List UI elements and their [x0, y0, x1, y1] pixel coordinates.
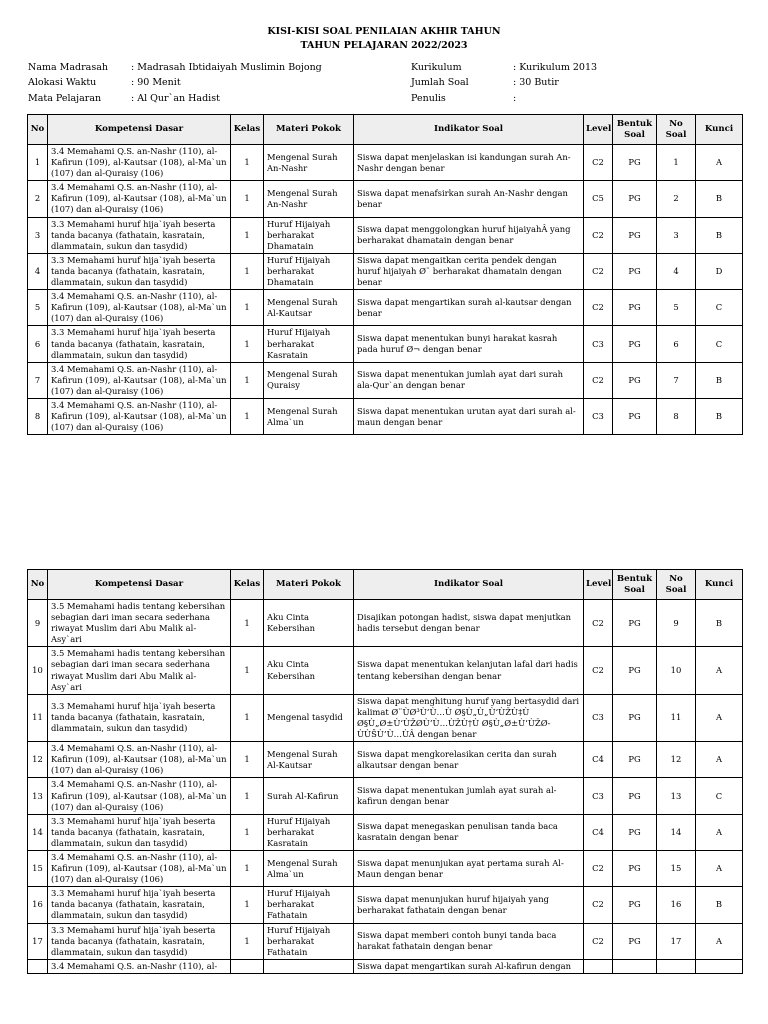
- cell-no-soal: 3: [657, 217, 696, 253]
- info-value-alokasi: : 90 Menit: [131, 77, 181, 88]
- table-row: [28, 923, 743, 959]
- cell-bentuk-soal: PG: [613, 600, 657, 647]
- cell-bentuk-soal: PG: [613, 742, 657, 778]
- table-row: [28, 253, 743, 289]
- table-row: [28, 290, 743, 326]
- table-row: [28, 647, 743, 694]
- cell-kompetensi-dasar: 3.4 Memahami Q.S. an-Nashr (110), al-Kafirun (109), al-Kautsar (108), al-Ma`un (107) dan al-Quraisy (106): [48, 362, 231, 398]
- cell-bentuk-soal: PG: [613, 814, 657, 850]
- cell-kelas: 1: [231, 398, 264, 434]
- cell-materi-pokok: Huruf Hijaiyah berharakat Dhamatain: [264, 253, 354, 289]
- cell-no-soal: 13: [657, 778, 696, 814]
- cell-no: 8: [28, 398, 48, 434]
- table-row: [28, 778, 743, 814]
- cell-kelas: 1: [231, 778, 264, 814]
- cell-kompetensi-dasar: 3.4 Memahami Q.S. an-Nashr (110), al-: [48, 959, 231, 973]
- header-kelas: Kelas: [231, 115, 264, 145]
- cell-indikator-soal: Siswa dapat menunjukan ayat pertama surah Al-Maun dengan benar: [354, 850, 584, 886]
- table-row: [28, 814, 743, 850]
- cell-bentuk-soal: PG: [613, 694, 657, 741]
- cell-bentuk-soal: PG: [613, 647, 657, 694]
- cell-level: C2: [584, 600, 613, 647]
- cell-no: 11: [28, 694, 48, 741]
- cell-indikator-soal: Siswa dapat mengartikan surah al-kautsar dengan benar: [354, 290, 584, 326]
- table-row: [28, 326, 743, 362]
- cell-materi-pokok: Surah Al-Kafirun: [264, 778, 354, 814]
- cell-bentuk-soal: PG: [613, 217, 657, 253]
- cell-kompetensi-dasar: 3.4 Memahami Q.S. an-Nashr (110), al-Kafirun (109), al-Kautsar (108), al-Ma`un (107) dan al-Quraisy (106): [48, 742, 231, 778]
- info-label-alokasi: Alokasi Waktu: [28, 77, 97, 88]
- cell-no-soal: 6: [657, 326, 696, 362]
- cell-indikator-soal: Siswa dapat menggolongkan huruf hijaiyahÂ yang berharakat dhamatain dengan benar: [354, 217, 584, 253]
- info-value-kurikulum: : Kurikulum 2013: [513, 62, 598, 73]
- cell-indikator-soal: Siswa dapat menentukan jumlah ayat dari surah ala-Qur`an dengan benar: [354, 362, 584, 398]
- table-header-row: [28, 115, 743, 145]
- cell-kompetensi-dasar: 3.3 Memahami huruf hija`iyah beserta tanda bacanya (fathatain, kasratain, dlammatain, sukun dan tasydid): [48, 217, 231, 253]
- cell-level: C4: [584, 814, 613, 850]
- cell-kunci: B: [696, 887, 743, 923]
- info-value-jumlah-soal: : 30 Butir: [513, 77, 559, 88]
- cell-indikator-soal: Siswa dapat menunjukan huruf hijaiyah yang berharakat fathatain dengan benar: [354, 887, 584, 923]
- cell-kelas: 1: [231, 217, 264, 253]
- cell-indikator-soal: Siswa dapat menentukan bunyi harakat kasrah pada huruf Ø¬ dengan benar: [354, 326, 584, 362]
- cell-kunci: C: [696, 290, 743, 326]
- cell-indikator-soal: Siswa dapat menentukan kelanjutan lafal dari hadis tentang kebersihan dengan benar: [354, 647, 584, 694]
- cell-materi-pokok: Mengenal Surah An-Nashr: [264, 145, 354, 181]
- cell-kelas: 1: [231, 600, 264, 647]
- cell-kelas: 1: [231, 742, 264, 778]
- table-row: [28, 362, 743, 398]
- cell-level: C2: [584, 887, 613, 923]
- cell-level: C2: [584, 850, 613, 886]
- cell-kunci: B: [696, 217, 743, 253]
- cell-kompetensi-dasar: 3.3 Memahami huruf hija`iyah beserta tanda bacanya (fathatain, kasratain, dlammatain, sukun dan tasydid): [48, 923, 231, 959]
- cell-level: C2: [584, 923, 613, 959]
- cell-materi-pokok: Mengenal Surah Al-Kautsar: [264, 290, 354, 326]
- cell-bentuk-soal: PG: [613, 398, 657, 434]
- cell-bentuk-soal: [613, 959, 657, 973]
- cell-materi-pokok: Mengenal Surah Quraisy: [264, 362, 354, 398]
- header-materi-pokok: Materi Pokok: [264, 570, 354, 600]
- table-row: [28, 742, 743, 778]
- cell-kompetensi-dasar: 3.4 Memahami Q.S. an-Nashr (110), al-Kafirun (109), al-Kautsar (108), al-Ma`un (107) dan al-Quraisy (106): [48, 181, 231, 217]
- cell-no: 7: [28, 362, 48, 398]
- cell-no-soal: [657, 959, 696, 973]
- info-label-madrasah: Nama Madrasah: [28, 62, 109, 73]
- cell-level: C2: [584, 290, 613, 326]
- cell-bentuk-soal: PG: [613, 145, 657, 181]
- cell-kunci: A: [696, 850, 743, 886]
- cell-level: C3: [584, 398, 613, 434]
- cell-level: C5: [584, 181, 613, 217]
- cell-no-soal: 17: [657, 923, 696, 959]
- cell-kelas: 1: [231, 326, 264, 362]
- cell-no: 16: [28, 887, 48, 923]
- cell-kompetensi-dasar: 3.3 Memahami huruf hija`iyah beserta tanda bacanya (fathatain, kasratain, dlammatain, sukun dan tasydid): [48, 814, 231, 850]
- cell-kompetensi-dasar: 3.3 Memahami huruf hija`iyah beserta tanda bacanya (fathatain, kasratain, dlammatain, sukun dan tasydid): [48, 326, 231, 362]
- cell-indikator-soal: Disajikan potongan hadist, siswa dapat menjutkan hadis tersebut dengan benar: [354, 600, 584, 647]
- header-level: Level: [584, 115, 613, 145]
- cell-no-soal: 15: [657, 850, 696, 886]
- cell-indikator-soal: Siswa dapat mengartikan surah Al-kafirun dengan: [354, 959, 584, 973]
- cell-kelas: 1: [231, 362, 264, 398]
- cell-kelas: 1: [231, 850, 264, 886]
- cell-bentuk-soal: PG: [613, 253, 657, 289]
- cell-kelas: 1: [231, 694, 264, 741]
- cell-materi-pokok: Huruf Hijaiyah berharakat Kasratain: [264, 814, 354, 850]
- table-row: [28, 959, 743, 973]
- cell-kompetensi-dasar: 3.4 Memahami Q.S. an-Nashr (110), al-Kafirun (109), al-Kautsar (108), al-Ma`un (107) dan al-Quraisy (106): [48, 398, 231, 434]
- cell-materi-pokok: Mengenal tasydid: [264, 694, 354, 741]
- cell-no-soal: 4: [657, 253, 696, 289]
- cell-kelas: 1: [231, 647, 264, 694]
- cell-no: 12: [28, 742, 48, 778]
- cell-kompetensi-dasar: 3.4 Memahami Q.S. an-Nashr (110), al-Kafirun (109), al-Kautsar (108), al-Ma`un (107) dan al-Quraisy (106): [48, 290, 231, 326]
- cell-bentuk-soal: PG: [613, 850, 657, 886]
- header-bentuk-soal: Bentuk Soal: [613, 570, 657, 600]
- cell-no: [28, 959, 48, 973]
- cell-no-soal: 7: [657, 362, 696, 398]
- cell-level: C2: [584, 145, 613, 181]
- cell-materi-pokok: Huruf Hijaiyah berharakat Fathatain: [264, 923, 354, 959]
- cell-bentuk-soal: PG: [613, 778, 657, 814]
- cell-materi-pokok: Aku Cinta Kebersihan: [264, 600, 354, 647]
- header-kelas: Kelas: [231, 570, 264, 600]
- cell-no-soal: 9: [657, 600, 696, 647]
- kisi-table-page-2: [27, 569, 743, 974]
- info-label-jumlah-soal: Jumlah Soal: [411, 77, 469, 88]
- header-level: Level: [584, 570, 613, 600]
- table-row: [28, 217, 743, 253]
- cell-kunci: A: [696, 647, 743, 694]
- cell-level: C2: [584, 253, 613, 289]
- cell-kompetensi-dasar: 3.3 Memahami huruf hija`iyah beserta tanda bacanya (fathatain, kasratain, dlammatain, sukun dan tasydid): [48, 887, 231, 923]
- cell-bentuk-soal: PG: [613, 326, 657, 362]
- cell-level: C2: [584, 217, 613, 253]
- cell-indikator-soal: Siswa dapat menjelaskan isi kandungan surah An-Nashr dengan benar: [354, 145, 584, 181]
- document-title: KISI-KISI SOAL PENILAIAN AKHIR TAHUN: [267, 26, 501, 37]
- info-label-mapel: Mata Pelajaran: [28, 93, 102, 104]
- cell-no: 14: [28, 814, 48, 850]
- cell-materi-pokok: Mengenal Surah Alma`un: [264, 850, 354, 886]
- cell-level: C2: [584, 362, 613, 398]
- cell-no-soal: 8: [657, 398, 696, 434]
- cell-kompetensi-dasar: 3.3 Memahami huruf hija`iyah beserta tanda bacanya (fathatain, kasratain, dlammatain, sukun dan tasydid): [48, 253, 231, 289]
- cell-kelas: 1: [231, 923, 264, 959]
- cell-kunci: B: [696, 600, 743, 647]
- cell-no: 1: [28, 145, 48, 181]
- cell-kelas: 1: [231, 145, 264, 181]
- cell-level: C2: [584, 647, 613, 694]
- cell-no-soal: 10: [657, 647, 696, 694]
- cell-kelas: 1: [231, 253, 264, 289]
- cell-no-soal: 14: [657, 814, 696, 850]
- cell-no: 6: [28, 326, 48, 362]
- cell-indikator-soal: Siswa dapat menegaskan penulisan tanda baca kasratain dengan benar: [354, 814, 584, 850]
- cell-kunci: C: [696, 778, 743, 814]
- cell-kunci: A: [696, 145, 743, 181]
- cell-no-soal: 2: [657, 181, 696, 217]
- cell-no-soal: 12: [657, 742, 696, 778]
- header-bentuk-soal: Bentuk Soal: [613, 115, 657, 145]
- cell-materi-pokok: Aku Cinta Kebersihan: [264, 647, 354, 694]
- cell-bentuk-soal: PG: [613, 923, 657, 959]
- header-no-soal: No Soal: [657, 115, 696, 145]
- header-no: No: [28, 570, 48, 600]
- cell-level: C3: [584, 778, 613, 814]
- cell-kompetensi-dasar: 3.4 Memahami Q.S. an-Nashr (110), al-Kafirun (109), al-Kautsar (108), al-Ma`un (107) dan al-Quraisy (106): [48, 850, 231, 886]
- cell-materi-pokok: Huruf Hijaiyah berharakat Fathatain: [264, 887, 354, 923]
- cell-indikator-soal: Siswa dapat menafsirkan surah An-Nashr dengan benar: [354, 181, 584, 217]
- cell-no-soal: 11: [657, 694, 696, 741]
- cell-materi-pokok: Mengenal Surah An-Nashr: [264, 181, 354, 217]
- cell-level: C4: [584, 742, 613, 778]
- cell-kunci: B: [696, 398, 743, 434]
- cell-indikator-soal: Siswa dapat menghitung huruf yang bertasydid dari kalimat Ø¨ÙØ³Ù’Ù…Ù Ø§Ù„Ù„Ù‘ÙŽÙ‡Ù Ø§Ù„Ø±Ù‘ÙŽØÙ’Ù…ÙŽÙ†Ù Ø§Ù„Ø±Ù‘ÙŽØÙÙŠÙ’Ù…ÙÂ dengan benar: [354, 694, 584, 741]
- cell-kelas: [231, 959, 264, 973]
- cell-no: 15: [28, 850, 48, 886]
- table-row: [28, 600, 743, 647]
- cell-indikator-soal: Siswa dapat menentukan urutan ayat dari surah al-maun dengan benar: [354, 398, 584, 434]
- header-no-soal: No Soal: [657, 570, 696, 600]
- cell-bentuk-soal: PG: [613, 887, 657, 923]
- cell-kunci: A: [696, 694, 743, 741]
- cell-kunci: [696, 959, 743, 973]
- cell-no: 4: [28, 253, 48, 289]
- cell-kelas: 1: [231, 814, 264, 850]
- header-kompetensi-dasar: Kompetensi Dasar: [48, 115, 231, 145]
- info-value-penulis: :: [513, 93, 517, 104]
- cell-kunci: D: [696, 253, 743, 289]
- document-subtitle: TAHUN PELAJARAN 2022/2023: [300, 40, 468, 51]
- cell-no: 5: [28, 290, 48, 326]
- cell-materi-pokok: [264, 959, 354, 973]
- info-value-mapel: : Al Qur`an Hadist: [131, 93, 220, 104]
- cell-materi-pokok: Mengenal Surah Al-Kautsar: [264, 742, 354, 778]
- table-row: [28, 181, 743, 217]
- info-value-madrasah: : Madrasah Ibtidaiyah Muslimin Bojong: [131, 62, 322, 73]
- cell-level: [584, 959, 613, 973]
- cell-kunci: B: [696, 181, 743, 217]
- cell-no: 3: [28, 217, 48, 253]
- table-row: [28, 887, 743, 923]
- table-row: [28, 694, 743, 741]
- cell-kunci: A: [696, 742, 743, 778]
- info-label-penulis: Penulis: [411, 93, 446, 104]
- cell-bentuk-soal: PG: [613, 290, 657, 326]
- cell-kompetensi-dasar: 3.5 Memahami hadis tentang kebersihan sebagian dari iman secara sederhana riwayat Muslim dari Abu Malik al-Asy`ari: [48, 647, 231, 694]
- cell-no: 2: [28, 181, 48, 217]
- cell-no-soal: 16: [657, 887, 696, 923]
- cell-no-soal: 1: [657, 145, 696, 181]
- info-label-kurikulum: Kurikulum: [411, 62, 462, 73]
- cell-indikator-soal: Siswa dapat memberi contoh bunyi tanda baca harakat fathatain dengan benar: [354, 923, 584, 959]
- table-header-row: [28, 570, 743, 600]
- cell-indikator-soal: Siswa dapat mengaitkan cerita pendek dengan huruf hijaiyah Ø¨ berharakat dhamatain dengan benar: [354, 253, 584, 289]
- cell-indikator-soal: Siswa dapat menentukan jumlah ayat surah al-kafirun dengan benar: [354, 778, 584, 814]
- cell-materi-pokok: Huruf Hijaiyah berharakat Kasratain: [264, 326, 354, 362]
- cell-no: 10: [28, 647, 48, 694]
- table-row: [28, 850, 743, 886]
- header-kunci: Kunci: [696, 570, 743, 600]
- cell-no: 9: [28, 600, 48, 647]
- cell-level: C3: [584, 694, 613, 741]
- cell-no: 17: [28, 923, 48, 959]
- cell-kunci: A: [696, 814, 743, 850]
- kisi-table-page-1: [27, 114, 743, 435]
- cell-materi-pokok: Huruf Hijaiyah berharakat Dhamatain: [264, 217, 354, 253]
- cell-no: 13: [28, 778, 48, 814]
- header-materi-pokok: Materi Pokok: [264, 115, 354, 145]
- cell-kunci: C: [696, 326, 743, 362]
- cell-no-soal: 5: [657, 290, 696, 326]
- cell-materi-pokok: Mengenal Surah Alma`un: [264, 398, 354, 434]
- header-indikator-soal: Indikator Soal: [354, 115, 584, 145]
- cell-indikator-soal: Siswa dapat mengkorelasikan cerita dan surah alkautsar dengan benar: [354, 742, 584, 778]
- cell-kelas: 1: [231, 181, 264, 217]
- cell-kunci: A: [696, 923, 743, 959]
- cell-level: C3: [584, 326, 613, 362]
- table-row: [28, 398, 743, 434]
- cell-kompetensi-dasar: 3.4 Memahami Q.S. an-Nashr (110), al-Kafirun (109), al-Kautsar (108), al-Ma`un (107) dan al-Quraisy (106): [48, 778, 231, 814]
- table-row: [28, 145, 743, 181]
- cell-kelas: 1: [231, 887, 264, 923]
- header-indikator-soal: Indikator Soal: [354, 570, 584, 600]
- header-kompetensi-dasar: Kompetensi Dasar: [48, 570, 231, 600]
- cell-bentuk-soal: PG: [613, 181, 657, 217]
- cell-kompetensi-dasar: 3.5 Memahami hadis tentang kebersihan sebagian dari iman secara sederhana riwayat Muslim dari Abu Malik al-Asy`ari: [48, 600, 231, 647]
- header-kunci: Kunci: [696, 115, 743, 145]
- cell-kelas: 1: [231, 290, 264, 326]
- cell-kompetensi-dasar: 3.3 Memahami huruf hija`iyah beserta tanda bacanya (fathatain, kasratain, dlammatain, sukun dan tasydid): [48, 694, 231, 741]
- header-no: No: [28, 115, 48, 145]
- cell-kunci: B: [696, 362, 743, 398]
- cell-bentuk-soal: PG: [613, 362, 657, 398]
- cell-kompetensi-dasar: 3.4 Memahami Q.S. an-Nashr (110), al-Kafirun (109), al-Kautsar (108), al-Ma`un (107) dan al-Quraisy (106): [48, 145, 231, 181]
